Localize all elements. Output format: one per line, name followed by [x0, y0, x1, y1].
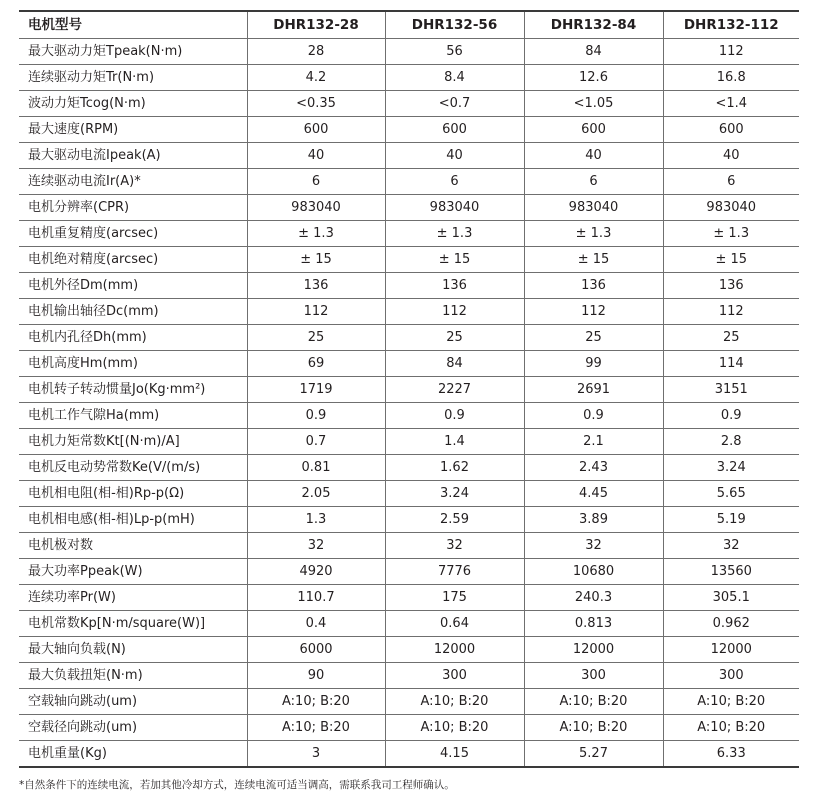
table-row [19, 663, 799, 689]
param-name-cell: 连续功率Pr(W) [19, 585, 247, 611]
value-cell: 5.65 [663, 481, 799, 507]
value-cell: 12000 [663, 637, 799, 663]
value-cell: 32 [247, 533, 385, 559]
value-cell: 1.4 [385, 429, 524, 455]
table-row [19, 91, 799, 117]
value-cell: ± 15 [247, 247, 385, 273]
param-name-cell: 电机转子转动惯量Jo(Kg·mm²) [19, 377, 247, 403]
value-cell: 10680 [524, 559, 663, 585]
value-cell: ± 15 [385, 247, 524, 273]
value-cell: A:10; B:20 [663, 715, 799, 741]
value-cell: 600 [247, 117, 385, 143]
value-cell: 6 [247, 169, 385, 195]
table-row [19, 247, 799, 273]
param-name-cell: 电机相电阻(相-相)Rp-p(Ω) [19, 481, 247, 507]
value-cell: 69 [247, 351, 385, 377]
value-cell: 0.9 [247, 403, 385, 429]
value-cell: 300 [385, 663, 524, 689]
value-cell: ± 1.3 [663, 221, 799, 247]
value-cell: 25 [247, 325, 385, 351]
value-cell: 0.64 [385, 611, 524, 637]
param-name-cell: 最大负载扭矩(N·m) [19, 663, 247, 689]
value-cell: 32 [524, 533, 663, 559]
param-name-cell: 电机常数Kp[N·m/square(W)] [19, 611, 247, 637]
param-name-cell: 电机相电感(相-相)Lp-p(mH) [19, 507, 247, 533]
value-cell: 114 [663, 351, 799, 377]
param-name-cell: 电机外径Dm(mm) [19, 273, 247, 299]
value-cell: 175 [385, 585, 524, 611]
param-name-cell: 空载径向跳动(um) [19, 715, 247, 741]
param-name-cell: 最大驱动电流Ipeak(A) [19, 143, 247, 169]
value-cell: 3151 [663, 377, 799, 403]
param-name-cell: 电机工作气隙Ha(mm) [19, 403, 247, 429]
value-cell: A:10; B:20 [247, 715, 385, 741]
value-cell: A:10; B:20 [385, 689, 524, 715]
param-name-cell: 电机力矩常数Kt[(N·m)/A] [19, 429, 247, 455]
value-cell: 2.59 [385, 507, 524, 533]
value-cell: 12000 [524, 637, 663, 663]
value-cell: 84 [385, 351, 524, 377]
value-cell: 4.2 [247, 65, 385, 91]
param-name-cell: 波动力矩Tcog(N·m) [19, 91, 247, 117]
value-cell: 8.4 [385, 65, 524, 91]
value-cell: 3.89 [524, 507, 663, 533]
table-row [19, 195, 799, 221]
param-name-cell: 电机输出轴径Dc(mm) [19, 299, 247, 325]
value-cell: 1.3 [247, 507, 385, 533]
value-cell: 4920 [247, 559, 385, 585]
value-cell: 0.4 [247, 611, 385, 637]
param-name-cell: 电机绝对精度(arcsec) [19, 247, 247, 273]
value-cell: 40 [247, 143, 385, 169]
model-header: DHR132-112 [663, 11, 799, 39]
value-cell: 99 [524, 351, 663, 377]
value-cell: 1719 [247, 377, 385, 403]
value-cell: 1.62 [385, 455, 524, 481]
value-cell: 600 [663, 117, 799, 143]
value-cell: 112 [385, 299, 524, 325]
param-name-cell: 电机重复精度(arcsec) [19, 221, 247, 247]
table-row [19, 741, 799, 768]
spec-table [19, 10, 799, 768]
table-row [19, 221, 799, 247]
value-cell: <1.4 [663, 91, 799, 117]
value-cell: 112 [663, 299, 799, 325]
value-cell: 0.81 [247, 455, 385, 481]
value-cell: 4.15 [385, 741, 524, 768]
param-name-cell: 电机极对数 [19, 533, 247, 559]
param-name-cell: 连续驱动力矩Tr(N·m) [19, 65, 247, 91]
value-cell: 0.9 [663, 403, 799, 429]
param-name-cell: 最大驱动力矩Tpeak(N·m) [19, 39, 247, 65]
value-cell: ± 1.3 [524, 221, 663, 247]
table-row [19, 351, 799, 377]
value-cell: 16.8 [663, 65, 799, 91]
value-cell: A:10; B:20 [524, 715, 663, 741]
value-cell: 2691 [524, 377, 663, 403]
table-row [19, 429, 799, 455]
value-cell: 32 [663, 533, 799, 559]
spec-table-body [19, 39, 799, 768]
value-cell: 136 [524, 273, 663, 299]
table-row [19, 299, 799, 325]
value-cell: 90 [247, 663, 385, 689]
value-cell: 3.24 [385, 481, 524, 507]
param-name-cell: 电机重量(Kg) [19, 741, 247, 768]
value-cell: 12.6 [524, 65, 663, 91]
param-name-cell: 电机内孔径Dh(mm) [19, 325, 247, 351]
model-header: DHR132-84 [524, 11, 663, 39]
value-cell: 983040 [663, 195, 799, 221]
header-label: 电机型号 [19, 11, 247, 39]
table-row [19, 611, 799, 637]
value-cell: 6.33 [663, 741, 799, 768]
value-cell: 5.27 [524, 741, 663, 768]
value-cell: 6 [663, 169, 799, 195]
value-cell: A:10; B:20 [663, 689, 799, 715]
table-row [19, 533, 799, 559]
value-cell: 2.8 [663, 429, 799, 455]
value-cell: 25 [385, 325, 524, 351]
value-cell: 40 [385, 143, 524, 169]
value-cell: 2.43 [524, 455, 663, 481]
value-cell: 12000 [385, 637, 524, 663]
table-row [19, 117, 799, 143]
param-name-cell: 空载轴向跳动(um) [19, 689, 247, 715]
param-name-cell: 最大速度(RPM) [19, 117, 247, 143]
param-name-cell: 电机高度Hm(mm) [19, 351, 247, 377]
value-cell: 600 [385, 117, 524, 143]
header-row [19, 11, 799, 39]
value-cell: 40 [524, 143, 663, 169]
value-cell: 13560 [663, 559, 799, 585]
value-cell: 300 [524, 663, 663, 689]
value-cell: 4.45 [524, 481, 663, 507]
value-cell: 2.1 [524, 429, 663, 455]
value-cell: 40 [663, 143, 799, 169]
param-name-cell: 最大轴向负载(N) [19, 637, 247, 663]
param-name-cell: 最大功率Ppeak(W) [19, 559, 247, 585]
value-cell: 240.3 [524, 585, 663, 611]
value-cell: ± 15 [524, 247, 663, 273]
value-cell: 600 [524, 117, 663, 143]
value-cell: <0.7 [385, 91, 524, 117]
table-row [19, 65, 799, 91]
table-row [19, 689, 799, 715]
value-cell: 112 [663, 39, 799, 65]
value-cell: 305.1 [663, 585, 799, 611]
table-row [19, 377, 799, 403]
table-row [19, 585, 799, 611]
table-row [19, 715, 799, 741]
table-row [19, 169, 799, 195]
table-row [19, 325, 799, 351]
value-cell: 28 [247, 39, 385, 65]
value-cell: 0.9 [524, 403, 663, 429]
value-cell: 25 [524, 325, 663, 351]
value-cell: ± 1.3 [385, 221, 524, 247]
table-row [19, 455, 799, 481]
value-cell: 25 [663, 325, 799, 351]
table-row [19, 403, 799, 429]
value-cell: 983040 [524, 195, 663, 221]
table-row [19, 637, 799, 663]
value-cell: 56 [385, 39, 524, 65]
value-cell: 110.7 [247, 585, 385, 611]
param-name-cell: 电机反电动势常数Ke(V/(m/s) [19, 455, 247, 481]
value-cell: 6 [524, 169, 663, 195]
value-cell: 5.19 [663, 507, 799, 533]
value-cell: A:10; B:20 [385, 715, 524, 741]
param-name-cell: 电机分辨率(CPR) [19, 195, 247, 221]
value-cell: 32 [385, 533, 524, 559]
value-cell: 0.9 [385, 403, 524, 429]
value-cell: 2227 [385, 377, 524, 403]
value-cell: ± 15 [663, 247, 799, 273]
footnote: *自然条件下的连续电流，若加其他冷却方式，连续电流可适当调高，需联系我司工程师确认。 [19, 779, 455, 791]
model-header: DHR132-56 [385, 11, 524, 39]
value-cell: 84 [524, 39, 663, 65]
model-header: DHR132-28 [247, 11, 385, 39]
value-cell: A:10; B:20 [524, 689, 663, 715]
value-cell: 3.24 [663, 455, 799, 481]
value-cell: 136 [663, 273, 799, 299]
table-row [19, 273, 799, 299]
param-name-cell: 连续驱动电流Ir(A)* [19, 169, 247, 195]
table-row [19, 559, 799, 585]
value-cell: 0.7 [247, 429, 385, 455]
value-cell: ± 1.3 [247, 221, 385, 247]
value-cell: 300 [663, 663, 799, 689]
value-cell: 136 [385, 273, 524, 299]
table-row [19, 143, 799, 169]
table-row [19, 507, 799, 533]
value-cell: 7776 [385, 559, 524, 585]
value-cell: 112 [524, 299, 663, 325]
value-cell: 0.962 [663, 611, 799, 637]
value-cell: 136 [247, 273, 385, 299]
value-cell: 983040 [385, 195, 524, 221]
value-cell: 0.813 [524, 611, 663, 637]
table-row [19, 481, 799, 507]
value-cell: 3 [247, 741, 385, 768]
value-cell: 6 [385, 169, 524, 195]
table-row [19, 39, 799, 65]
value-cell: 6000 [247, 637, 385, 663]
value-cell: <1.05 [524, 91, 663, 117]
value-cell: A:10; B:20 [247, 689, 385, 715]
value-cell: 112 [247, 299, 385, 325]
value-cell: <0.35 [247, 91, 385, 117]
value-cell: 983040 [247, 195, 385, 221]
value-cell: 2.05 [247, 481, 385, 507]
